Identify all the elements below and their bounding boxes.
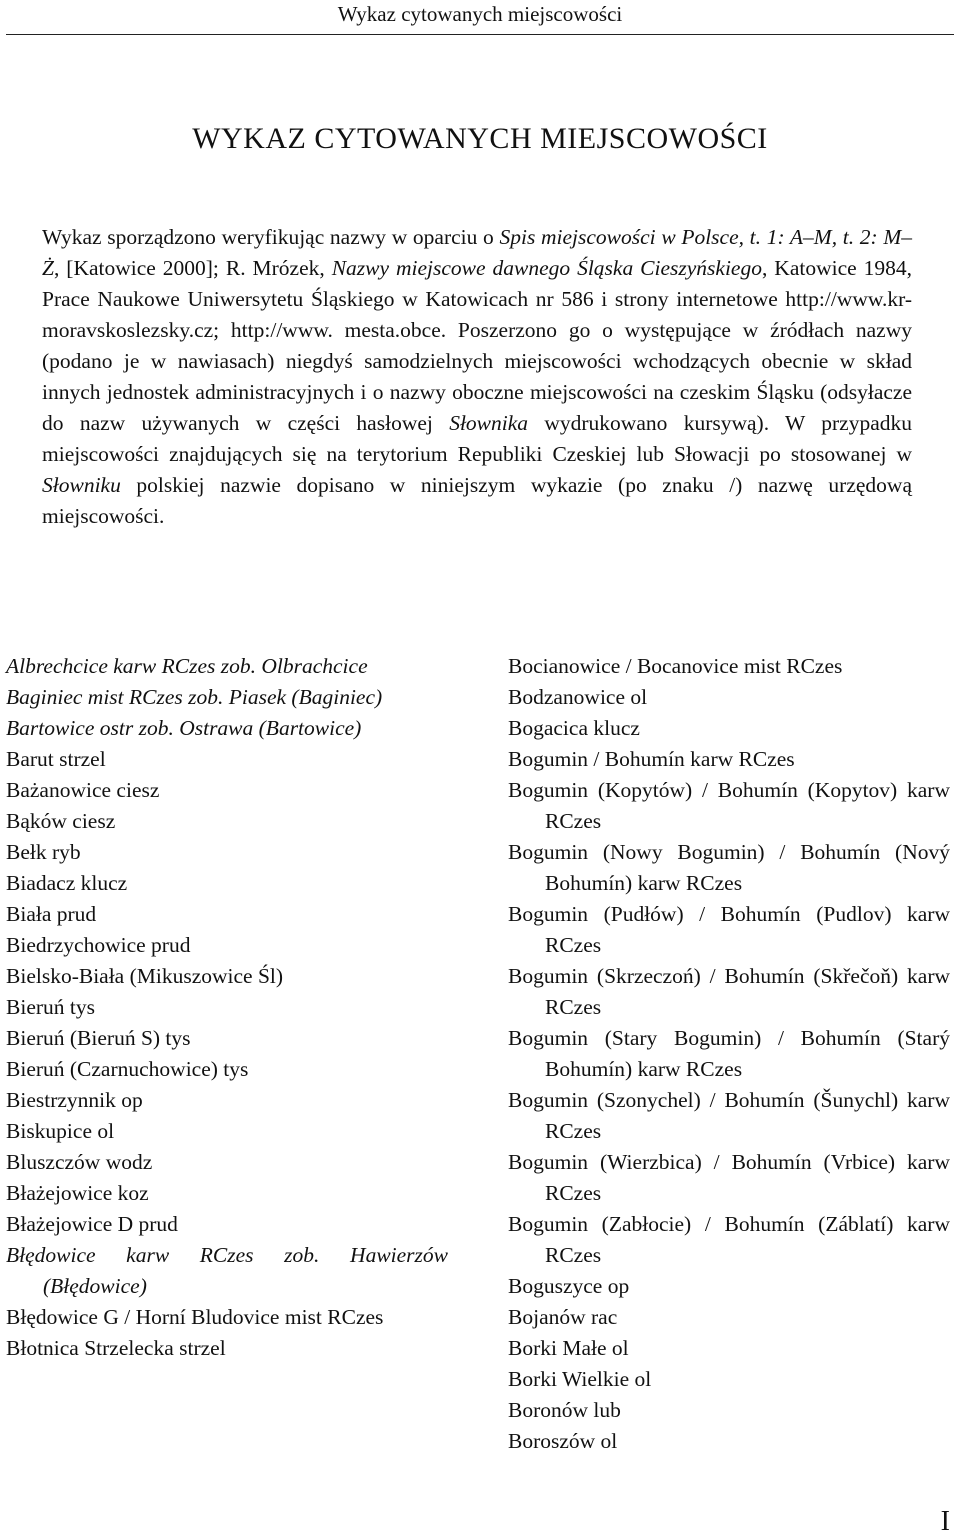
index-entry: Bogacica klucz bbox=[508, 716, 640, 740]
index-entry: Błażejowice D prud bbox=[6, 1212, 178, 1236]
index-entry: Bieruń (Czarnuchowice) tys bbox=[6, 1057, 249, 1081]
index-entry: Borki Małe ol bbox=[508, 1336, 629, 1360]
index-entry: Boguszyce op bbox=[508, 1274, 630, 1298]
index-entry: Bogumin (Stary Bogumin) / Bohumín (Starý Bohumín) karw RCzes bbox=[508, 1026, 950, 1081]
intro-italic-title: Słownika bbox=[449, 411, 529, 435]
page-title: WYKAZ CYTOWANYCH MIEJSCOWOŚCI bbox=[192, 122, 768, 155]
index-entry: Bojanów rac bbox=[508, 1305, 618, 1329]
right-column bbox=[508, 651, 950, 1457]
index-entry: Bodzanowice ol bbox=[508, 685, 648, 709]
index-entry: Bielsko-Biała (Mikuszowice Śl) bbox=[6, 964, 284, 988]
index-entry: Bogumin (Kopytów) / Bohumín (Kopytov) karw RCzes bbox=[508, 778, 950, 833]
index-entry: Boroszów ol bbox=[508, 1429, 618, 1453]
left-column bbox=[6, 651, 448, 1364]
intro-text: , Katowice 1984, Prace Naukowe Uniwersytetu Śląskiego w Katowicach nr 586 i strony internetowe http://www.kr-moravskoslezsky.cz; http://www. mesta.obce. Poszerzono go o występujące w źródłach nazwy (podano je w nawiasach) niegdyś samodzielnych miejscowości wchodzących obecnie w skład innych jednostek administracyjnych i o nazwy oboczne miejscowości na czeskim Śląsku (odsyłacze do nazw używanych w części hasłowej bbox=[42, 256, 912, 435]
index-entry: Błażejowice koz bbox=[6, 1181, 149, 1205]
index-entry: Baginiec mist RCzes zob. Piasek (Baginiec) bbox=[6, 685, 383, 709]
index-entry: Bogumin (Nowy Bogumin) / Bohumín (Nový Bohumín) karw RCzes bbox=[508, 840, 950, 895]
index-entry: Błędowice G / Horní Bludovice mist RCzes bbox=[6, 1305, 384, 1329]
index-entry: Biała prud bbox=[6, 902, 97, 926]
intro-italic-title: Nazwy miejscowe dawnego Śląska Cieszyńskiego bbox=[331, 256, 762, 280]
index-entry: Bogumin / Bohumín karw RCzes bbox=[508, 747, 795, 771]
index-entry: Bełk ryb bbox=[6, 840, 81, 864]
index-entry: Biedrzychowice prud bbox=[6, 933, 191, 957]
header-divider bbox=[6, 34, 954, 35]
page-number: I bbox=[940, 1506, 950, 1537]
index-entry: Bogumin (Zabłocie) / Bohumín (Záblatí) karw RCzes bbox=[508, 1212, 950, 1267]
index-entry: Boronów lub bbox=[508, 1398, 621, 1422]
index-entry: Bartowice ostr zob. Ostrawa (Bartowice) bbox=[6, 716, 362, 740]
index-entry: Błotnica Strzelecka strzel bbox=[6, 1336, 226, 1360]
index-entry: Bogumin (Wierzbica) / Bohumín (Vrbice) karw RCzes bbox=[508, 1150, 950, 1205]
intro-text: polskiej nazwie dopisano w niniejszym wykazie (po znaku /) nazwę urzędową miejscowości. bbox=[42, 473, 912, 528]
index-entry: Borki Wielkie ol bbox=[508, 1367, 652, 1391]
intro-italic-title: Spis miejscowości w Polsce, t. 1: A–M, t. 2: M–Ż bbox=[42, 225, 912, 280]
intro-text: , [Katowice 2000]; R. Mrózek, bbox=[53, 256, 332, 280]
index-entry: Barut strzel bbox=[6, 747, 106, 771]
index-entry: Błędowice karw RCzes zob. Hawierzów (Błędowice) bbox=[6, 1243, 448, 1298]
index-entry: Biadacz klucz bbox=[6, 871, 128, 895]
index-entry: Biestrzynnik op bbox=[6, 1088, 143, 1112]
index-entry: Bieruń tys bbox=[6, 995, 95, 1019]
index-entry: Bażanowice ciesz bbox=[6, 778, 160, 802]
index-entry: Albrechcice karw RCzes zob. Olbrachcice bbox=[6, 654, 368, 678]
index-entry: Bieruń (Bieruń S) tys bbox=[6, 1026, 191, 1050]
index-entry: Bluszczów wodz bbox=[6, 1150, 153, 1174]
intro-italic-title: Słowniku bbox=[42, 473, 121, 497]
running-header: Wykaz cytowanych miejscowości bbox=[337, 2, 623, 26]
index-entry: Bąków ciesz bbox=[6, 809, 116, 833]
intro-text: Wykaz sporządzono weryfikując nazwy w oparciu o bbox=[42, 225, 500, 249]
index-entry: Bogumin (Pudłów) / Bohumín (Pudlov) karw RCzes bbox=[508, 902, 950, 957]
index-entry: Biskupice ol bbox=[6, 1119, 115, 1143]
intro-text: wydrukowano kursywą). W przypadku miejscowości znajdujących się na terytorium Republiki Czeskiej lub Słowacji po stosowanej w bbox=[42, 411, 913, 466]
index-entry: Bogumin (Szonychel) / Bohumín (Šunychl) karw RCzes bbox=[508, 1088, 950, 1143]
index-entry: Bocianowice / Bocanovice mist RCzes bbox=[508, 654, 843, 678]
index-entry: Bogumin (Skrzeczoń) / Bohumín (Skřečoň) karw RCzes bbox=[508, 964, 950, 1019]
intro-paragraph bbox=[42, 222, 912, 532]
